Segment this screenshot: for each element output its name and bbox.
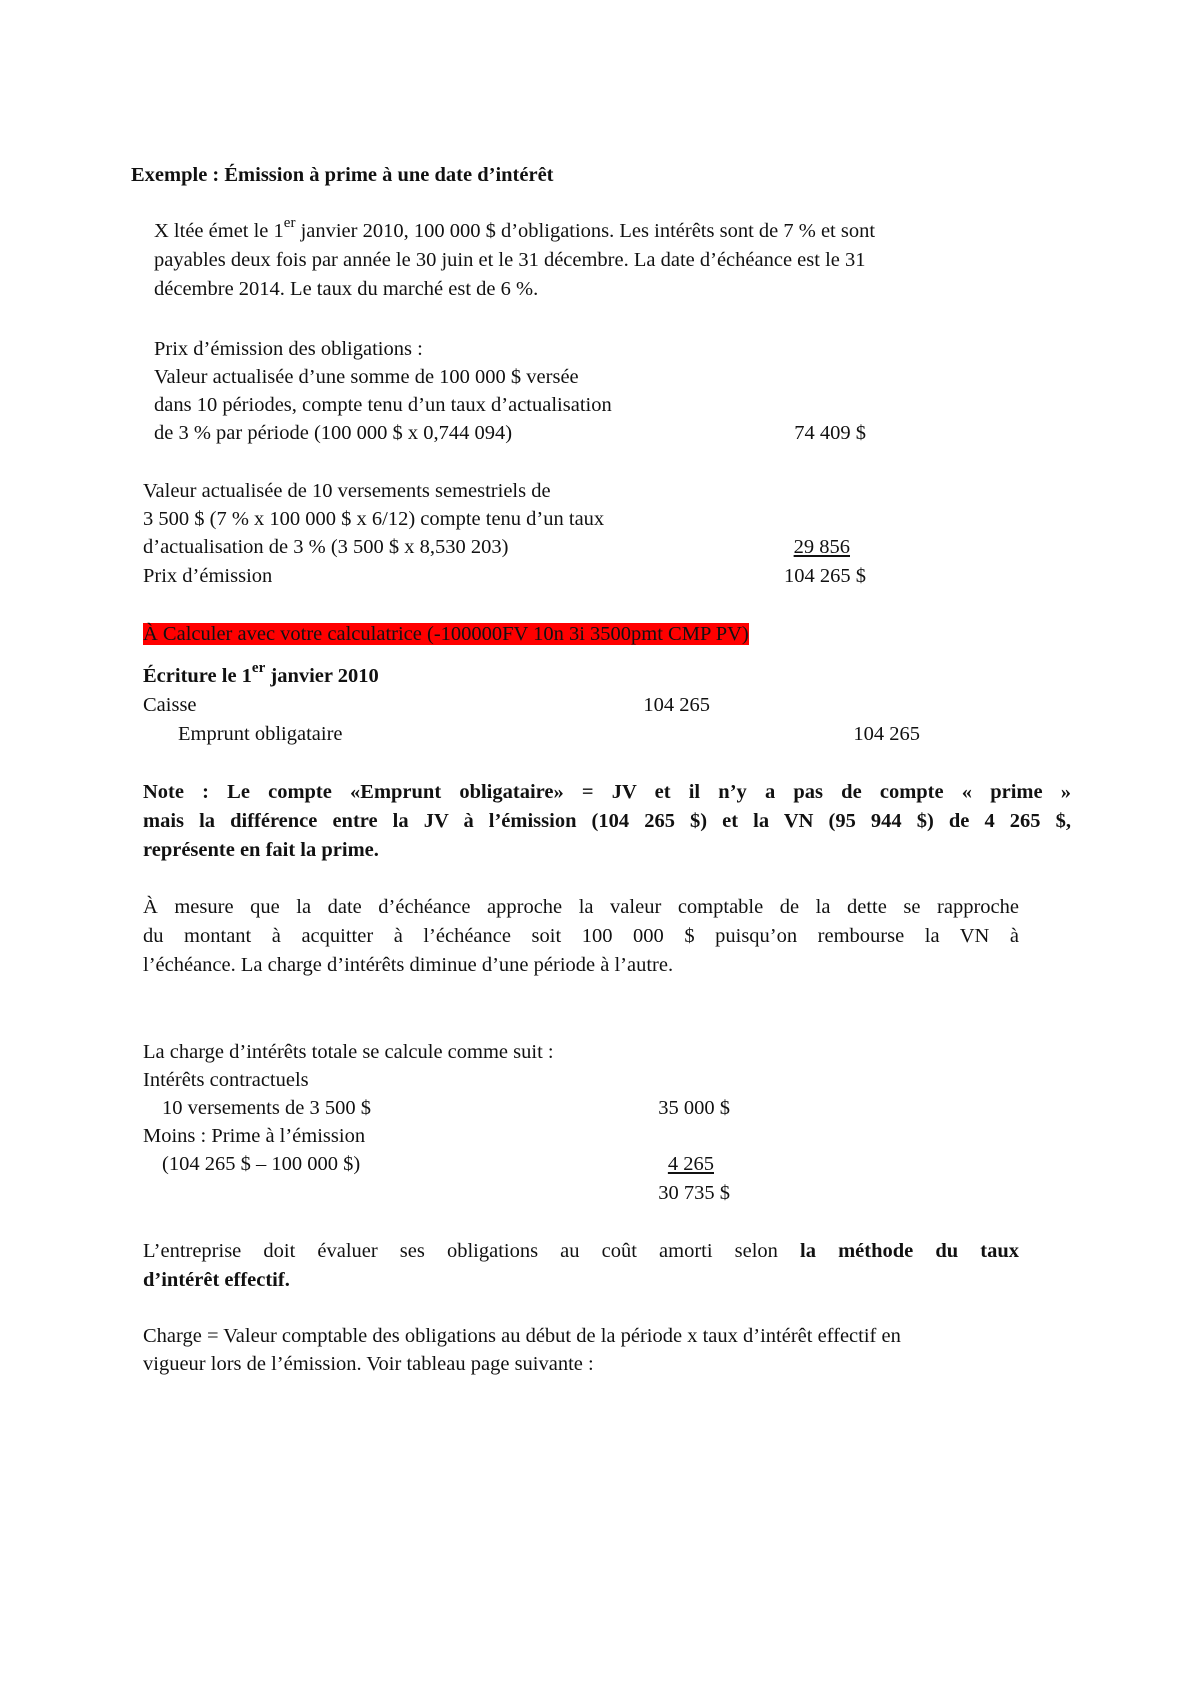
charge-heading: La charge d’intérêts totale se calcule comme suit : xyxy=(143,1041,554,1063)
moins-label: Moins : Prime à l’émission xyxy=(143,1125,366,1147)
pv2-line: d’actualisation de 3 % (3 500 $ x 8,530 203) xyxy=(143,536,509,558)
debit-amount: 104 265 xyxy=(643,694,710,716)
mesure-line-2: du montant à acquitter à l’échéance soit 100 000 $ puisqu’on rembourse la VN à xyxy=(143,925,1019,947)
prime-label: (104 265 $ – 100 000 $) xyxy=(162,1153,361,1175)
pv1-amount: 74 409 $ xyxy=(794,422,866,444)
versements-label: 10 versements de 3 500 $ xyxy=(162,1097,371,1119)
formule-line-1: Charge = Valeur comptable des obligations au début de la période x taux d’intérêt effectif en xyxy=(143,1325,901,1347)
intro-line-2: payables deux fois par année le 30 juin et le 31 décembre. La date d’échéance est le 31 xyxy=(154,249,866,271)
note-line-3: représente en fait la prime. xyxy=(143,839,379,861)
credit-amount: 104 265 xyxy=(853,723,920,745)
ecriture-heading: Écriture le 1er janvier 2010 xyxy=(143,660,379,687)
versements-amount: 35 000 $ xyxy=(658,1097,730,1119)
calculator-note-highlight: À Calculer avec votre calculatrice (-100000FV 10n 3i 3500pmt CMP PV) xyxy=(143,623,749,645)
note-line-2: mais la différence entre la JV à l’émission (104 265 $) et la VN (95 944 $) de 4 265 $, xyxy=(143,810,1071,832)
charge-total-amount: 30 735 $ xyxy=(658,1182,730,1204)
prix-heading: Prix d’émission des obligations : xyxy=(154,338,423,360)
methode-line-2: d’intérêt effectif. xyxy=(143,1269,290,1291)
credit-label: Emprunt obligataire xyxy=(178,723,343,745)
methode-line-1: L’entreprise doit évaluer ses obligations au coût amorti selon la méthode du taux xyxy=(143,1240,1019,1262)
pv1-line: dans 10 périodes, compte tenu d’un taux d’actualisation xyxy=(154,394,612,416)
mesure-line-1: À mesure que la date d’échéance approche la valeur comptable de la dette se rapproche xyxy=(143,896,1019,918)
calculator-note xyxy=(143,622,749,646)
pv2-line: Valeur actualisée de 10 versements semestriels de xyxy=(143,480,551,502)
pv1-line: de 3 % par période (100 000 $ x 0,744 094) xyxy=(154,422,513,444)
pv2-amount: 29 856 xyxy=(793,536,850,558)
formule-line-2: vigueur lors de l’émission. Voir tableau page suivante : xyxy=(143,1353,594,1375)
intro-line-1: X ltée émet le 1er janvier 2010, 100 000 $ d’obligations. Les intérêts sont de 7 % et sont xyxy=(154,215,876,242)
prix-total-amount: 104 265 $ xyxy=(784,565,866,587)
intro-line-3: décembre 2014. Le taux du marché est de 6 %. xyxy=(154,278,539,300)
debit-label: Caisse xyxy=(143,694,197,716)
pv2-line: 3 500 $ (7 % x 100 000 $ x 6/12) compte tenu d’un taux xyxy=(143,508,605,530)
document-title: Exemple : Émission à prime à une date d’intérêt xyxy=(131,164,554,186)
pv1-line: Valeur actualisée d’une somme de 100 000 $ versée xyxy=(154,366,579,388)
note-line-1: Note : Le compte «Emprunt obligataire» = JV et il n’y a pas de compte « prime » xyxy=(143,781,1071,803)
prime-amount: 4 265 xyxy=(667,1153,714,1175)
mesure-line-3: l’échéance. La charge d’intérêts diminue d’une période à l’autre. xyxy=(143,954,674,976)
prix-total-label: Prix d’émission xyxy=(143,565,273,587)
contract-label: Intérêts contractuels xyxy=(143,1069,309,1091)
